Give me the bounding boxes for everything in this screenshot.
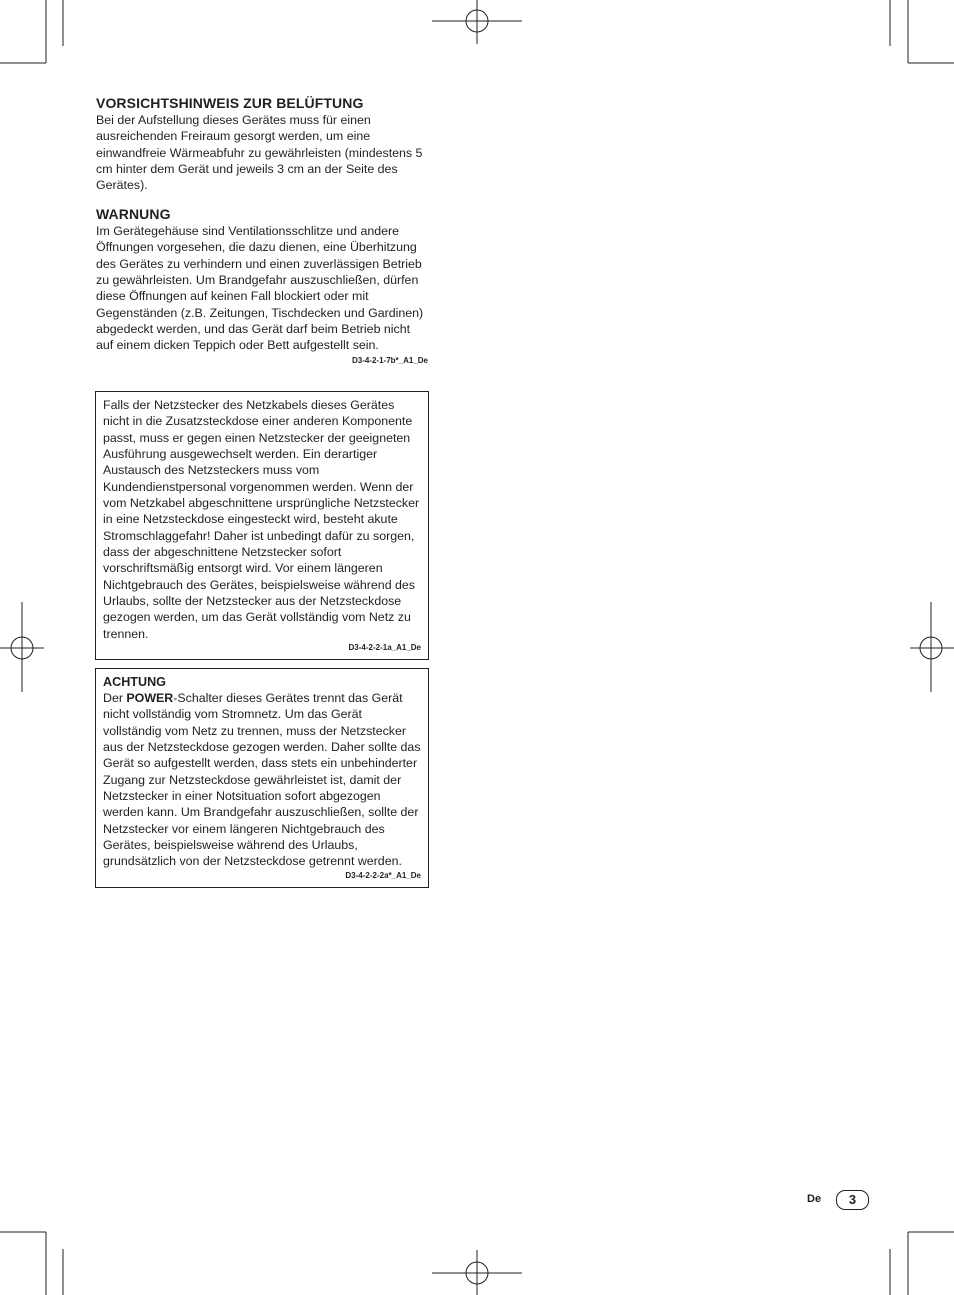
warning-text: Im Gerätegehäuse sind Ventilationsschlitze und andere Öffnungen vorgesehen, die dazu dienen, eine Überhitzung des Gerätes zu verhindern und einen zuverlässigen Betrieb zu gewährleisten. Um Brandgefahr auszuschließen, dürfen diese Öffnungen auf keinen Fall blockiert oder mit Gegenständen (z.B. Zeitungen, Tischdecken und Gardinen) abgedeckt werden, und das Gerät darf beim Betrieb nicht auf einem dicken Teppich oder Bett aufgestellt sein. — [96, 224, 424, 353]
ventilation-heading: VORSICHTSHINWEIS ZUR BELÜFTUNG — [96, 95, 364, 111]
plug-notice-box — [95, 391, 429, 660]
warning-section — [96, 206, 428, 366]
page-number: 3 — [836, 1190, 869, 1210]
warning-heading: WARNUNG — [96, 206, 171, 222]
caution-box — [95, 668, 429, 888]
caution-text-start: Der — [103, 691, 127, 705]
caution-text — [103, 690, 421, 870]
caution-code: D3-4-2-2-2a*_A1_De — [345, 870, 421, 880]
ventilation-text: Bei der Aufstellung dieses Gerätes muss für einen ausreichenden Freiraum gesorgt werden, um eine einwandfreie Wärmeabfuhr zu gewährleisten (mindestens 5 cm hinter dem Gerät und jeweils 3 cm an der Seite des Gerätes). — [96, 113, 423, 193]
plug-notice-code: D3-4-2-2-1a_A1_De — [348, 643, 421, 653]
warning-code: D3-4-2-1-7b*_A1_De — [351, 355, 428, 365]
caution-text-end: -Schalter dieses Gerätes trennt das Gerät nicht vollständig vom Stromnetz. Um das Gerät vollständig vom Netz zu trennen, muss der Netzstecker aus der Netzsteckdose gezogen werden. Daher sollte das Gerät so aufgestellt werden, dass stets ein unbehinderter Zugang zur Netzsteckdose gewährleistet ist, damit der Netzstecker in einer Notsituation sofort abgezogen werden kann. Um Brandgefahr auszuschließen, sollte der Netzstecker vor einem längeren Nichtgebrauch des Gerätes, beispielsweise während des Urlaubs, grundsätzlich von der Netzsteckdose getrennt werden. — [103, 691, 421, 869]
caution-heading: ACHTUNG — [103, 675, 166, 689]
plug-notice-text: Falls der Netzstecker des Netzkabels dieses Gerätes nicht in die Zusatzsteckdose einer anderen Komponente passt, muss er gegen einen Netzstecker der geeigneten Ausführung ausgewechselt werden. Ein derartiger Austausch des Netzsteckers muss vom Kundendienstpersonal vorgenommen werden. Wenn der vom Netzkabel abgeschnittene ursprüngliche Netzstecker in eine Netzsteckdose eingesteckt wird, besteht akute Stromschlaggefahr! Daher ist unbedingt dafür zu sorgen, dass der abgeschnittene Netzstecker sofort vorschriftsmäßig entsorgt wird. Vor einem längeren Nichtgebrauch des Gerätes, beispielsweise während des Urlaubs, sollte der Netzstecker aus der Netzsteckdose gezogen werden, um das Gerät vollständig vom Netz zu trennen. — [103, 398, 420, 641]
ventilation-section — [96, 95, 428, 194]
power-switch-label: POWER — [126, 691, 174, 705]
language-label: De — [807, 1193, 822, 1205]
